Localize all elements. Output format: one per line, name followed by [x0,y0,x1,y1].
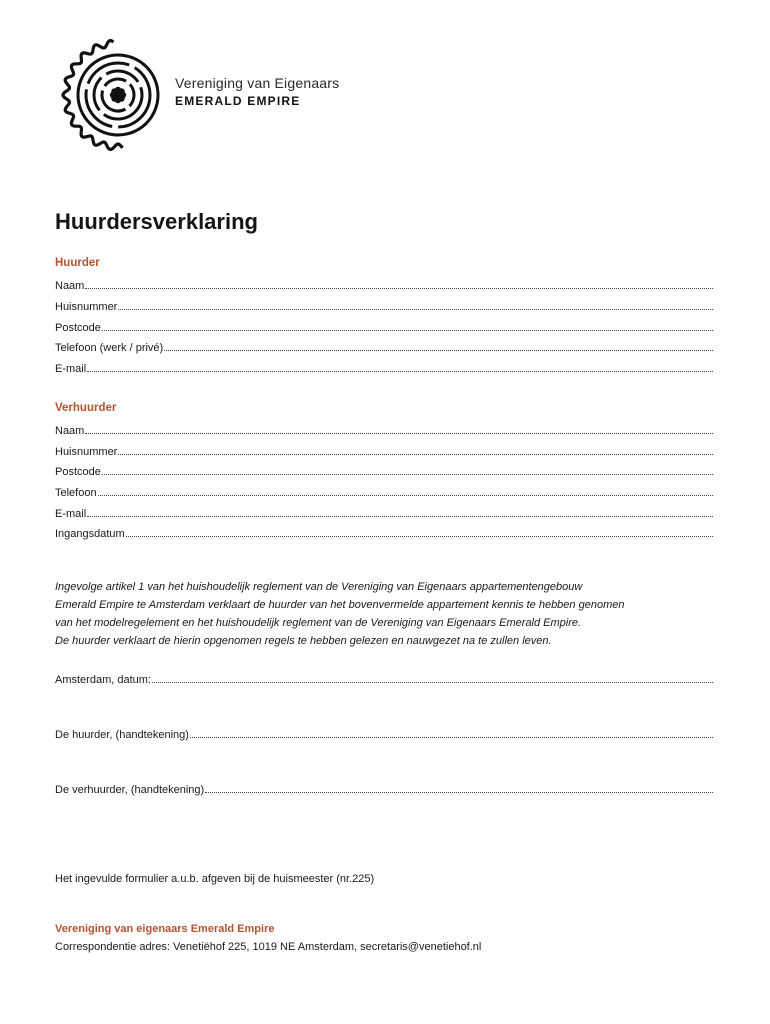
verhuurder-field-naam[interactable] [55,421,713,437]
fill-line [190,736,713,738]
field-label: De verhuurder, (handtekening) [55,784,205,796]
field-label: Huisnummer [55,301,118,313]
submission-note: Het ingevulde formulier a.u.b. afgeven bij de huismeester (nr.225) [55,873,375,885]
field-label: Amsterdam, datum: [55,674,151,686]
fill-line [118,308,713,310]
huurder-field-telefoon[interactable] [55,338,713,354]
field-label: Postcode [55,466,101,478]
field-label: Naam [55,425,85,437]
huurder-field-huisnummer[interactable] [55,297,713,313]
verhuurder-field-email[interactable] [55,504,713,520]
fill-line [102,473,713,475]
field-label: Postcode [55,322,101,334]
fill-line [205,791,713,793]
footer-heading: Vereniging van eigenaars Emerald Empire [55,923,275,935]
fill-line [118,453,713,455]
emerald-empire-logo-icon [56,34,176,154]
logo-text [175,75,339,110]
huurder-field-postcode[interactable] [55,318,713,334]
fill-line [126,535,713,537]
verhuurder-field-ingangsdatum[interactable] [55,524,713,540]
field-label: Naam [55,280,85,292]
section-heading-verhuurder: Verhuurder [55,402,117,414]
statement-line: De huurder verklaart de hierin opgenomen regels te hebben gelezen en nauwgezet na te zullen leven. [55,635,552,647]
field-label: Ingangsdatum [55,528,125,540]
fill-line [164,349,713,351]
fill-line [87,515,713,517]
fill-line [98,494,713,496]
logo-brand-name: EMERALD EMPIRE [175,94,301,108]
fill-line [102,329,713,331]
verhuurder-field-telefoon[interactable] [55,483,713,499]
statement-line: Ingevolge artikel 1 van het huishoudelijk reglement van de Vereniging van Eigenaars appartementengebouw [55,581,583,593]
field-label: E-mail [55,508,87,520]
fill-line [152,681,713,683]
fill-line [85,287,713,289]
field-label: Telefoon [55,487,97,499]
huurder-signature-field[interactable] [55,725,713,741]
fill-line [87,370,713,372]
field-label: Huisnummer [55,446,118,458]
section-heading-huurder: Huurder [55,257,100,269]
verhuurder-field-huisnummer[interactable] [55,442,713,458]
huurder-field-email[interactable] [55,359,713,375]
declaration-statement [55,578,715,650]
fill-line [85,432,713,434]
footer-address: Correspondentie adres: Venetiëhof 225, 1019 NE Amsterdam, secretaris@venetiehof.nl [55,941,482,953]
logo-association-name: Vereniging van Eigenaars [175,75,340,91]
statement-line: van het modelregelement en het huishoudelijk reglement van de Vereniging van Eigenaars Emerald Empire. [55,617,582,629]
field-label: E-mail [55,363,87,375]
verhuurder-field-postcode[interactable] [55,462,713,478]
field-label: De huurder, (handtekening) [55,729,189,741]
huurder-field-naam[interactable] [55,276,713,292]
statement-line: Emerald Empire te Amsterdam verklaart de huurder van het bovenvermelde appartement kennis te hebben genomen [55,599,625,611]
date-field[interactable] [55,670,713,686]
field-label: Telefoon (werk / privé) [55,342,164,354]
verhuurder-signature-field[interactable] [55,780,713,796]
page-title: Huurdersverklaring [55,209,258,234]
